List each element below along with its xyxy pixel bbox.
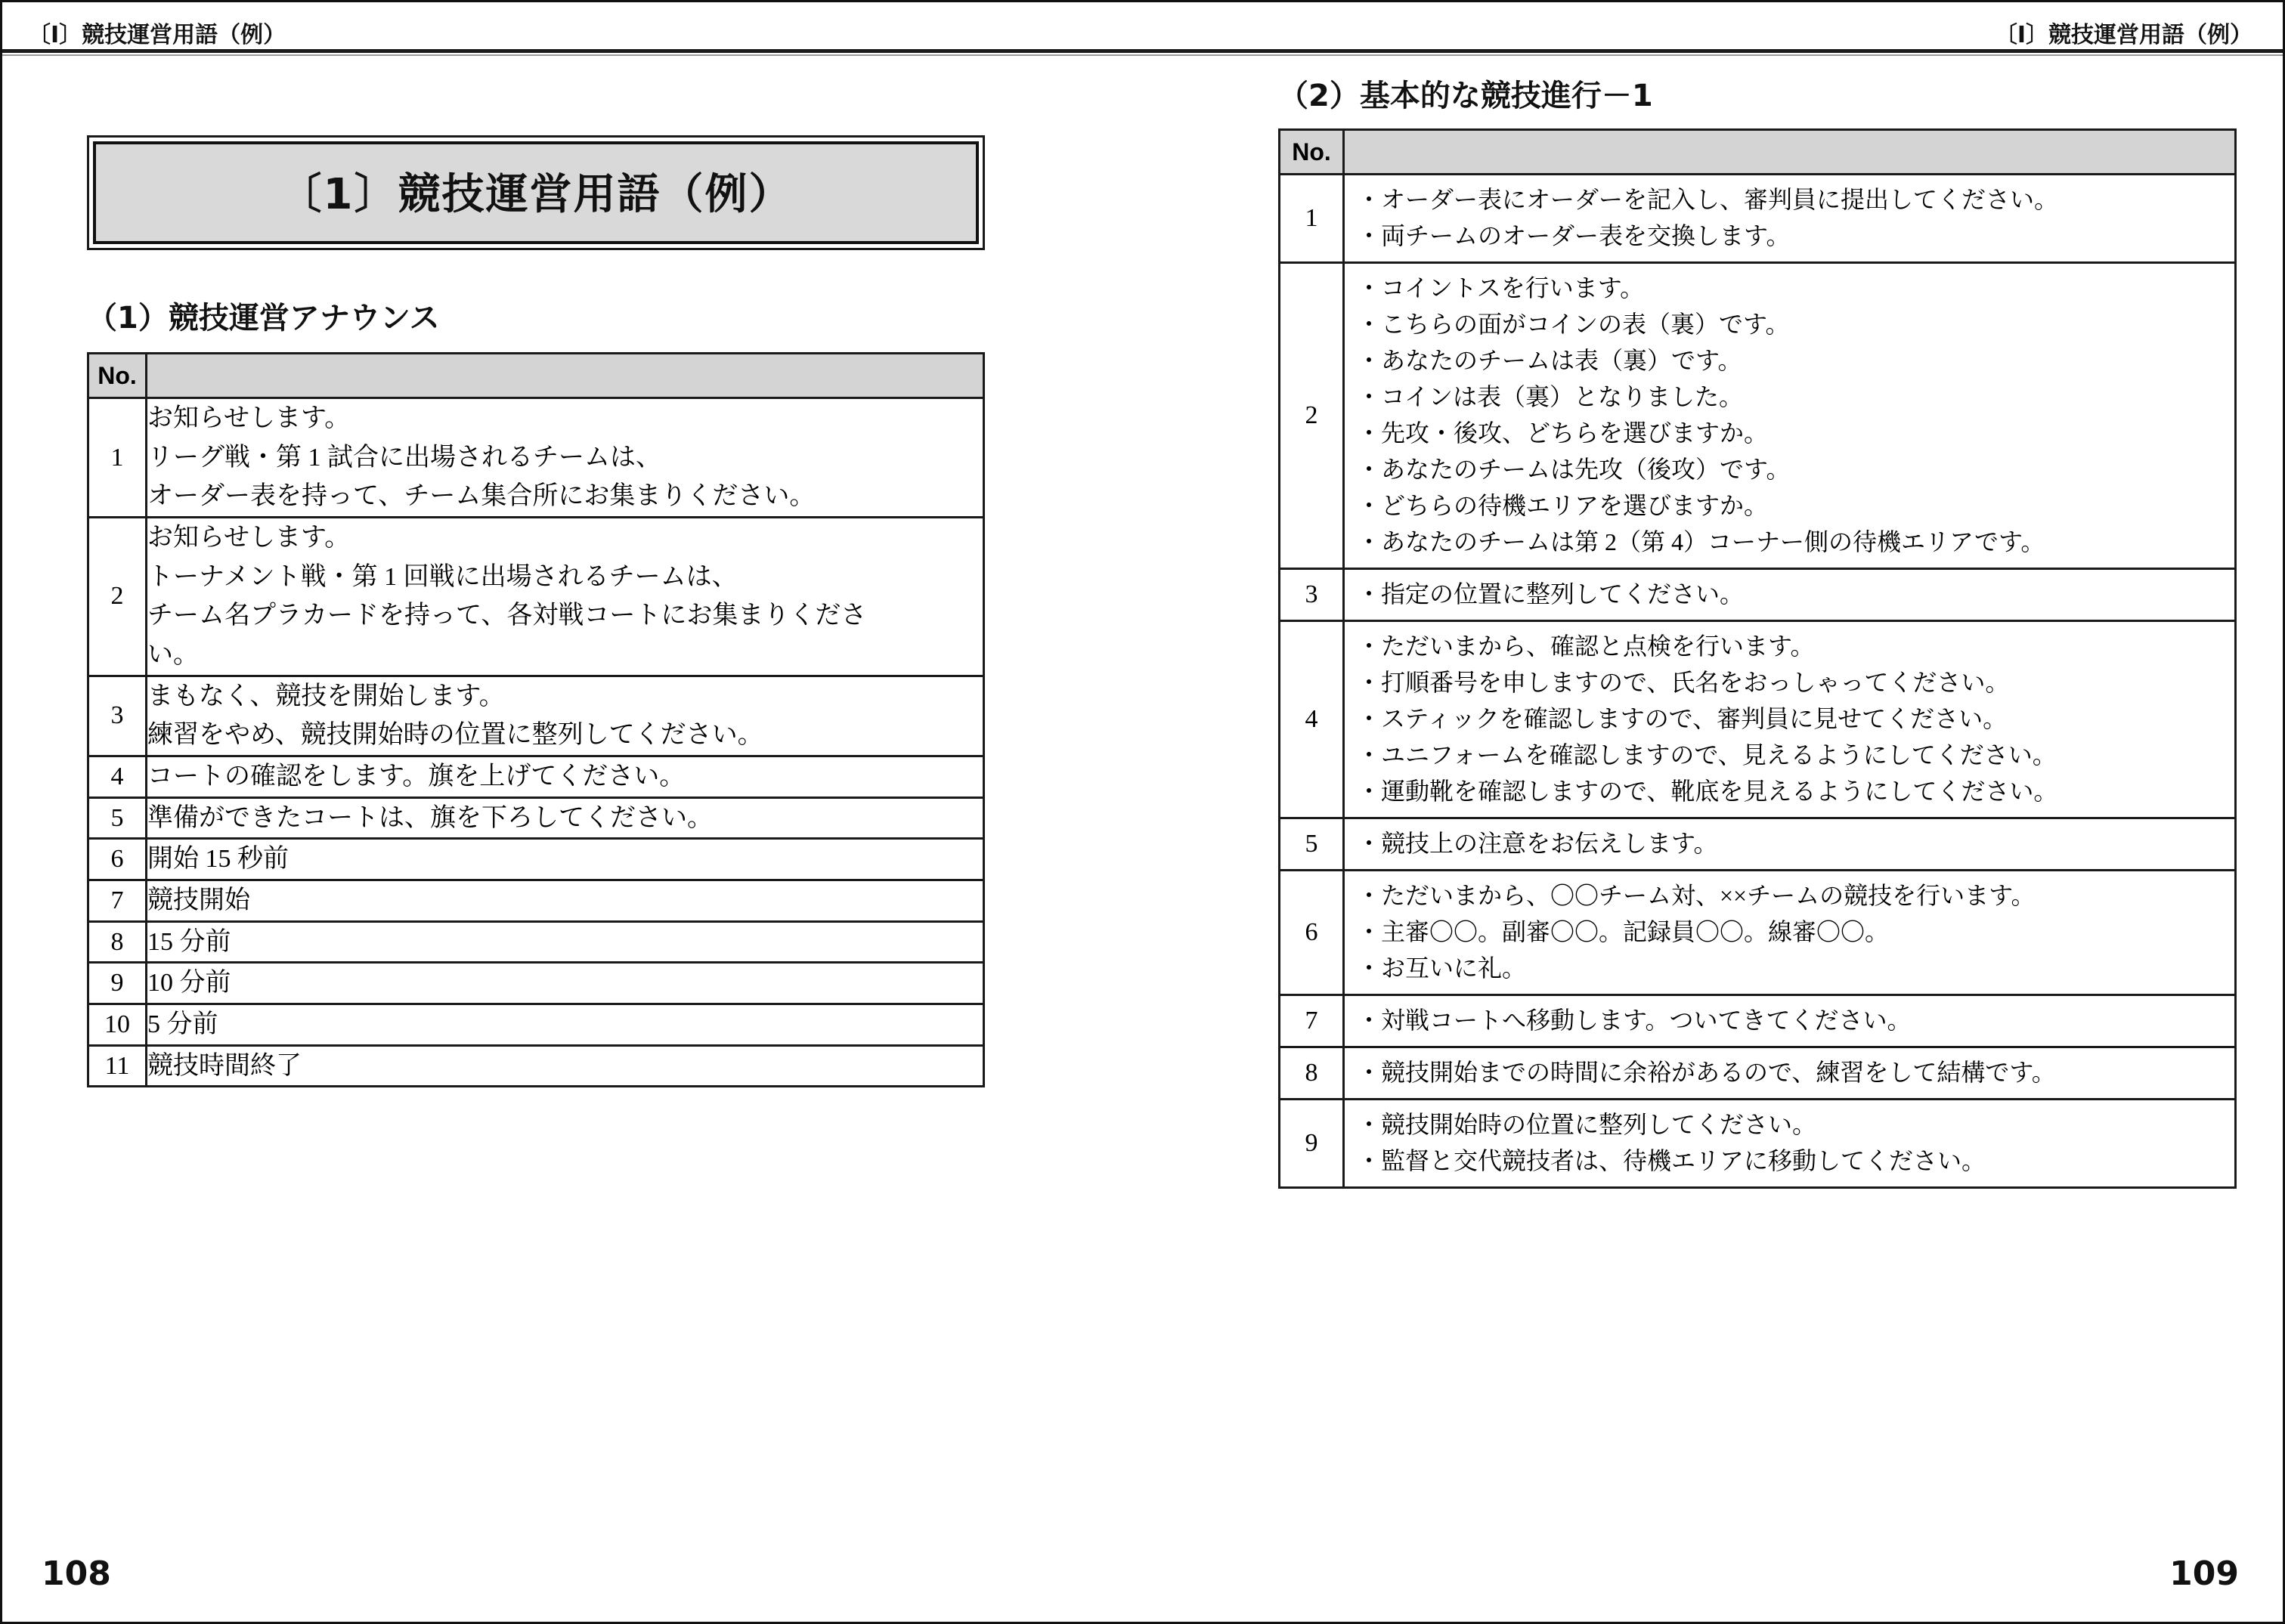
page-title: 〔1〕競技運営用語（例） — [279, 170, 793, 219]
table-header-row — [1280, 130, 2236, 175]
bullet-line: ・運動靴を確認しますので、靴底を見えるようにしてください。 — [1357, 778, 2058, 805]
bullet-line: ・打順番号を申しますので、氏名をおっしゃってください。 — [1357, 669, 2010, 696]
page-spread — [2, 61, 2283, 1520]
text-line: 15 分前 — [147, 927, 231, 956]
row-number: 4 — [1280, 621, 1344, 818]
row-text — [147, 518, 984, 676]
bullet-line: ・コインは表（裏）となりました。 — [1357, 383, 1744, 410]
bullet-line: ・あなたのチームは先攻（後攻）です。 — [1357, 456, 1791, 483]
text-line: チーム名プラカードを持って、各対戦コートにお集まりくださ — [147, 602, 867, 630]
row-text — [147, 880, 984, 922]
row-text — [147, 921, 984, 963]
row-text — [1344, 621, 2236, 818]
row-number: 7 — [88, 880, 147, 922]
row-number: 5 — [1280, 818, 1344, 871]
row-text — [147, 1045, 984, 1087]
table-row — [88, 921, 984, 963]
section-heading-announcements: （1）競技運営アナウンス — [87, 301, 440, 336]
column-header-text — [147, 354, 984, 398]
bullet-line: ・競技開始時の位置に整列してください。 — [1357, 1111, 1817, 1138]
table-row — [88, 756, 984, 798]
text-line: い。 — [147, 641, 199, 670]
row-number: 9 — [88, 963, 147, 1004]
text-line: お知らせします。 — [147, 524, 351, 552]
bullet-line: ・あなたのチームは第 2（第 4）コーナー側の待機エリアです。 — [1357, 528, 2045, 555]
bullet-line: ・主審〇〇。副審〇〇。記録員〇〇。線審〇〇。 — [1357, 918, 1890, 945]
running-header — [2, 2, 2283, 61]
table-row — [88, 1004, 984, 1046]
row-text — [1344, 995, 2236, 1047]
row-text — [147, 797, 984, 839]
table-row — [1280, 1100, 2236, 1188]
bullet-line: ・競技上の注意をお伝えします。 — [1357, 830, 1718, 857]
running-header-left: 〔Ⅰ〕競技運営用語（例） — [28, 22, 286, 48]
bullet-line: ・ただいまから、確認と点検を行います。 — [1357, 633, 1815, 660]
table-row — [88, 1045, 984, 1087]
row-number: 1 — [88, 398, 147, 518]
bullet-line: ・両チームのオーダー表を交換します。 — [1357, 222, 1791, 249]
announcements-table — [87, 352, 985, 1087]
bullet-line: ・対戦コートへ移動します。ついてきてください。 — [1357, 1007, 1912, 1034]
bullet-line: ・あなたのチームは表（裏）です。 — [1357, 347, 1742, 374]
row-text — [147, 839, 984, 880]
row-number: 4 — [88, 756, 147, 798]
row-number: 1 — [1280, 175, 1344, 263]
table-row — [88, 797, 984, 839]
bullet-line: ・オーダー表にオーダーを記入し、審判員に提出してください。 — [1357, 186, 2059, 213]
right-page — [1278, 61, 2261, 1189]
table-row — [88, 518, 984, 676]
row-number: 3 — [1280, 569, 1344, 621]
row-text — [147, 676, 984, 756]
column-header-text — [1344, 130, 2236, 175]
running-header-right: 〔Ⅰ〕競技運営用語（例） — [1994, 22, 2252, 48]
bullet-line: ・競技開始までの時間に余裕があるので、練習をして結構です。 — [1357, 1059, 2056, 1086]
text-line: 練習をやめ、競技開始時の位置に整列してください。 — [147, 721, 763, 750]
table-row — [1280, 995, 2236, 1047]
table-row — [88, 963, 984, 1004]
text-line: 競技時間終了 — [147, 1051, 302, 1080]
table-row — [1280, 871, 2236, 995]
bullet-line: ・ユニフォームを確認しますので、見えるようにしてください。 — [1357, 741, 2057, 769]
table-header-row — [88, 354, 984, 398]
column-header-no: No. — [88, 354, 147, 398]
table-row — [1280, 818, 2236, 871]
bullet-line: ・どちらの待機エリアを選びますか。 — [1357, 492, 1769, 519]
text-line: リーグ戦・第 1 試合に出場されるチームは、 — [147, 443, 661, 472]
table-row — [1280, 1047, 2236, 1100]
section-heading-basic-flow: （2）基本的な競技進行－1 — [1278, 79, 1653, 113]
table-row — [1280, 569, 2236, 621]
table-row — [1280, 621, 2236, 818]
bullet-line: ・先攻・後攻、どちらを選びますか。 — [1357, 419, 1769, 447]
row-text — [147, 756, 984, 798]
row-text — [147, 963, 984, 1004]
text-line: トーナメント戦・第 1 回戦に出場されるチームは、 — [147, 562, 738, 591]
table-row — [1280, 263, 2236, 569]
table-row — [88, 398, 984, 518]
row-text — [1344, 1100, 2236, 1188]
bullet-line: ・コイントスを行います。 — [1357, 274, 1645, 302]
row-number: 11 — [88, 1045, 147, 1087]
text-line: 開始 15 秒前 — [147, 845, 289, 874]
row-text — [1344, 263, 2236, 569]
page-number-right: 109 — [2169, 1554, 2239, 1593]
text-line: お知らせします。 — [147, 404, 351, 432]
row-number: 2 — [1280, 263, 1344, 569]
text-line: 準備ができたコートは、旗を下ろしてください。 — [147, 803, 713, 832]
bullet-line: ・スティックを確認しますので、審判員に見せてください。 — [1357, 705, 2008, 732]
text-line: コートの確認をします。旗を上げてください。 — [147, 763, 686, 791]
announcements-table-body — [88, 398, 984, 1087]
table-row — [88, 676, 984, 756]
table-row — [88, 839, 984, 880]
row-number: 8 — [88, 921, 147, 963]
row-number: 8 — [1280, 1047, 1344, 1100]
row-number: 3 — [88, 676, 147, 756]
row-text — [1344, 175, 2236, 263]
row-text — [1344, 871, 2236, 995]
text-line: オーダー表を持って、チーム集合所にお集まりください。 — [147, 482, 816, 511]
row-text — [1344, 569, 2236, 621]
text-line: 5 分前 — [147, 1010, 218, 1039]
text-line: まもなく、競技を開始します。 — [147, 682, 505, 710]
bullet-line: ・監督と交代競技者は、待機エリアに移動してください。 — [1357, 1147, 1986, 1174]
basic-flow-table — [1278, 128, 2237, 1189]
row-text — [1344, 1047, 2236, 1100]
header-rule-thin — [2, 54, 2283, 56]
column-header-no: No. — [1280, 130, 1344, 175]
left-page — [87, 61, 1070, 1087]
bullet-line: ・こちらの面がコインの表（裏）です。 — [1357, 311, 1790, 338]
boxed-title — [87, 135, 985, 250]
header-rule-thick — [2, 49, 2283, 53]
row-number: 6 — [1280, 871, 1344, 995]
basic-flow-table-body — [1280, 175, 2236, 1188]
text-line: 競技開始 — [147, 886, 250, 915]
row-number: 6 — [88, 839, 147, 880]
row-text — [147, 1004, 984, 1046]
bullet-line: ・指定の位置に整列してください。 — [1357, 580, 1745, 608]
page-number-left: 108 — [42, 1554, 111, 1593]
table-row — [1280, 175, 2236, 263]
row-number: 5 — [88, 797, 147, 839]
row-number: 10 — [88, 1004, 147, 1046]
bullet-line: ・お互いに礼。 — [1357, 954, 1527, 982]
row-number: 9 — [1280, 1100, 1344, 1188]
row-text — [1344, 818, 2236, 871]
bullet-line: ・ただいまから、〇〇チーム対、××チームの競技を行います。 — [1357, 882, 2036, 909]
row-number: 7 — [1280, 995, 1344, 1047]
row-text — [147, 398, 984, 518]
boxed-title-inner — [93, 141, 979, 244]
table-row — [88, 880, 984, 922]
row-number: 2 — [88, 518, 147, 676]
text-line: 10 分前 — [147, 969, 231, 998]
